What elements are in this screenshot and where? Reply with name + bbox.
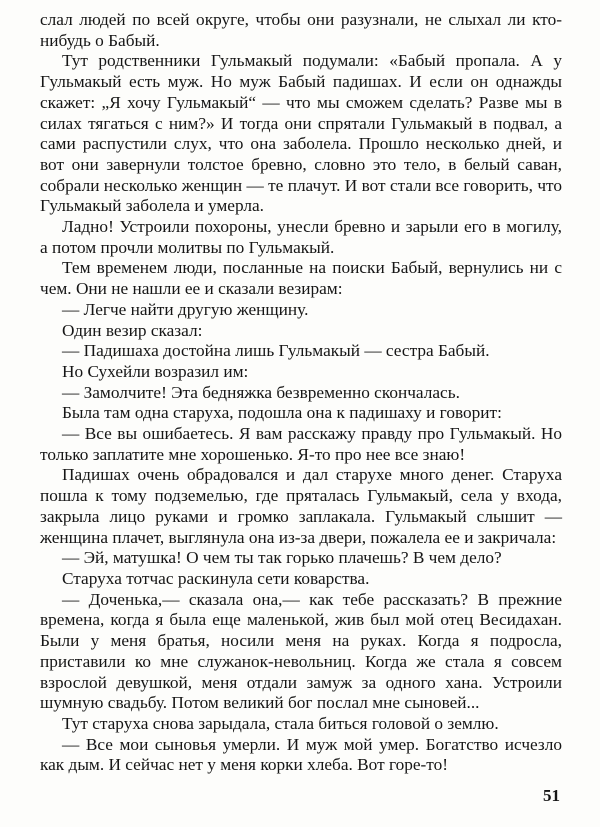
paragraph: Тут старуха снова зарыдала, стала биться головой о землю. <box>62 713 499 733</box>
paragraph: Тем временем люди, посланные на поиски Бабый, вернулись ни с чем. Они не нашли ее и сказали везирам: <box>40 258 562 299</box>
paragraph: Но Сухейли возразил им: <box>62 361 249 381</box>
dialogue-line: — Легче найти другую женщину. <box>62 299 309 319</box>
paragraph: Падишах очень обрадовался и дал старухе много денег. Старуха пошла к тому подземелью, где пряталась Гульмакый, села у входа, закрыла лицо руками и громко заплакала. Гульмакый слышит — женщина плачет, выглянула она из-за двери, пожалела ее и закричала: <box>40 465 562 547</box>
paragraph: Один везир сказал: <box>62 320 203 340</box>
dialogue-line: — Доченька,— сказала она,— как тебе рассказать? В прежние времена, когда я была еще маленькой, жив был мой отец Весидахан. Были у меня братья, носили меня на руках. Когда я подросла, приставили ко мне служанок-невольниц. Когда же стала я совсем взрослой девушкой, меня отдали замуж за одного хана. Устроили шумную свадьбу. Потом великий бог послал мне сыновей... <box>40 589 562 713</box>
dialogue-line: — Замолчите! Эта бедняжка безвременно скончалась. <box>62 382 460 402</box>
paragraph: Тут родственники Гульмакый подумали: «Бабый пропала. А у Гульмакый есть муж. Но муж Бабый падишах. И если он однажды скажет: „Я хочу Гульмакый“ — что мы сможем сделать? Разве мы в силах тягаться с ним?» И тогда они спрятали Гульмакый в подвал, а сами распустили слух, что она заболела. Прошло несколько дней, и вот они завернули толстое бревно, словно это тело, в белый саван, собрали несколько женщин — те плачут. И вот стали все говорить, что Гульмакый заболела и умерла. <box>40 51 562 216</box>
paragraph-continuation: слал людей по всей округе, чтобы они разузнали, не слыхал ли кто-нибудь о Бабый. <box>40 10 562 50</box>
body-text <box>40 10 562 776</box>
paragraph: Ладно! Устроили похороны, унесли бревно и зарыли его в могилу, а потом прочли молитвы по Гульмакый. <box>40 217 562 257</box>
dialogue-line: — Все вы ошибаетесь. Я вам расскажу правду про Гульмакый. Но только заплатите мне хорошенько. Я-то про нее все знаю! <box>40 424 562 464</box>
paragraph: Была там одна старуха, подошла она к падишаху и говорит: <box>62 403 502 423</box>
page-number: 51 <box>543 786 560 805</box>
dialogue-line: — Все мои сыновья умерли. И муж мой умер. Богатство исчезло как дым. И сейчас нет у меня корки хлеба. Вот горе-то! <box>40 734 562 775</box>
dialogue-line: — Падишаха достойна лишь Гульмакый — сестра Бабый. <box>62 341 490 361</box>
dialogue-line: — Эй, матушка! О чем ты так горько плачешь? В чем дело? <box>62 548 502 568</box>
paragraph: Старуха тотчас раскинула сети коварства. <box>62 568 370 588</box>
